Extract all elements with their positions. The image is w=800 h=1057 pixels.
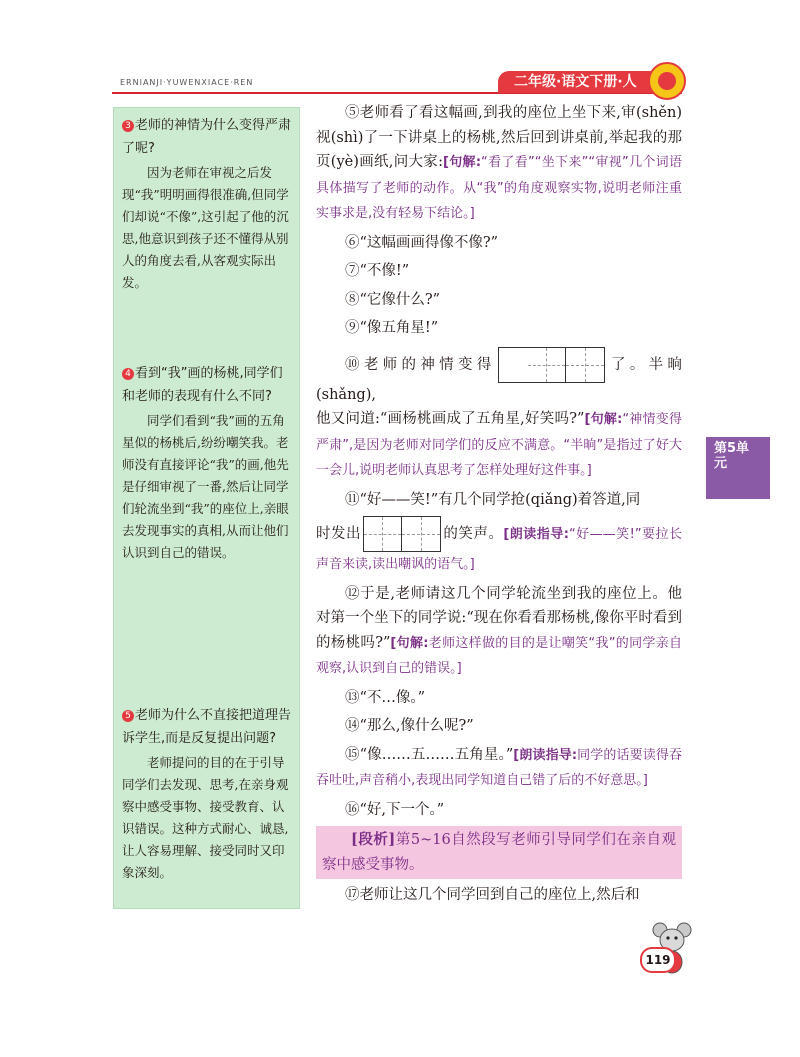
answer-grid-2b[interactable] (363, 516, 441, 552)
sidebar-section-4 (122, 362, 294, 564)
sidebar-section-5 (122, 704, 294, 884)
question-text: 老师的神情为什么变得严肃了呢? (122, 118, 292, 156)
question-text: 老师为什么不直接把道理告诉学生,而是反复提出问题? (122, 708, 292, 746)
paragraph-12: ⑫于是,老师请这几个同学轮流坐到我的座位上。他对第一个坐下的同学说:“现在你看看那杨桃,像你平时看到的杨桃吗?”[句解:老师这样做的目的是让嘲笑“我”的同学亲自观察,认识到自己的错误。] (316, 585, 683, 676)
paragraph-17: ⑰老师让这几个同学回到自己的座位上,然后和 (345, 887, 640, 903)
question-text: 看到“我”画的杨桃,同学们和老师的表现有什么不同? (122, 366, 283, 404)
main-text (316, 101, 682, 908)
paragraph-15: ⑮“像……五……五角星。”[朗读指导:同学的话要读得吞吞吐吐,声音稍小,表现出同学知道自己错了后的不好意思。] (316, 746, 682, 788)
number-badge: 3 (122, 120, 134, 132)
sidebar-answer: 因为老师在审视之后发现“我”明明画得很准确,但同学们却说“不像”,这引起了他的沉思,他意识到孩子还不懂得从别人的角度去看,从客观实际出发。 (122, 165, 289, 290)
paragraph-16: ⑯“好,下一个。” (345, 801, 445, 818)
sidebar-notes (113, 107, 300, 909)
paragraph-10-cont: 他又问道:“画杨桃画成了五角星,好笑吗?”[句解:“神情变得严肃”,是因为老师对同学们的反应不满意。“半晌”是指过了好大一会儿,说明老师认真思考了怎样处理好这件事。] (316, 411, 683, 478)
paragraph-11: ⑪“好——笑!”有几个同学抢(qiǎng)着答道,同 (345, 491, 641, 508)
header-pinyin: ERNIANJI·YUWENXIACE·REN (120, 78, 254, 87)
paragraph-analysis: [段析]第5~16自然段写老师引导同学们在亲自观察中感受事物。 (316, 826, 682, 879)
series-logo-icon (648, 62, 686, 100)
paragraph-11-cont: 时发出 的笑声。[朗读指导:“好——笑!”要拉长声音来读,读出嘲讽的语气。] (316, 516, 682, 578)
paragraph-6: ⑥“这幅画画得像不像?” (345, 234, 499, 251)
sidebar-question (122, 704, 294, 750)
sidebar-question (122, 114, 294, 160)
answer-grid-2[interactable] (498, 347, 605, 383)
paragraph-7: ⑦“不像!” (345, 263, 410, 279)
paragraph-8: ⑧“它像什么?” (345, 291, 441, 308)
paragraph-14: ⑭“那么,像什么呢?” (345, 718, 474, 734)
header-tag: 二年级·语文下册·人 (498, 71, 673, 93)
sidebar-question (122, 362, 294, 408)
paragraph-10: ⑩老师的神情变得 了。半晌(shǎng), (316, 347, 682, 408)
paragraph-5: ⑤老师看了看这幅画,到我的座位上坐下来,审(shěn)视(shì)了一下讲桌上的杨桃,然后回到讲桌前,举起我的那页(yè)画纸,问大家:[句解:“看了看”“坐下来”“审视”几个词语具体描写了老师的动作。从“我”的角度观察实物,说明老师注重实事求是,没有轻易下结论。] (316, 105, 682, 221)
paragraph-13: ⑬“不…像。” (345, 689, 426, 706)
sidebar-section-3 (122, 114, 294, 294)
paragraph-9: ⑨“像五角星!” (345, 320, 439, 336)
unit-tab: 第5单元 (706, 437, 770, 499)
number-badge: 4 (122, 368, 134, 380)
page-number: 119 (640, 947, 676, 973)
sidebar-answer: 老师提问的目的在于引导同学们去发现、思考,在亲身观察中感受事物、接受教育、认识错误。这种方式耐心、诚恳,让人容易理解、接受同时又印象深刻。 (122, 755, 289, 880)
sidebar-answer: 同学们看到“我”画的五角星似的杨桃后,纷纷嘲笑我。老师没有直接评论“我”的画,他先是仔细审视了一番,然后让同学们轮流坐到“我”的座位上,亲眼去发现事实的真相,从而让他们认识到自己的错误。 (122, 413, 289, 560)
number-badge: 5 (122, 710, 134, 722)
